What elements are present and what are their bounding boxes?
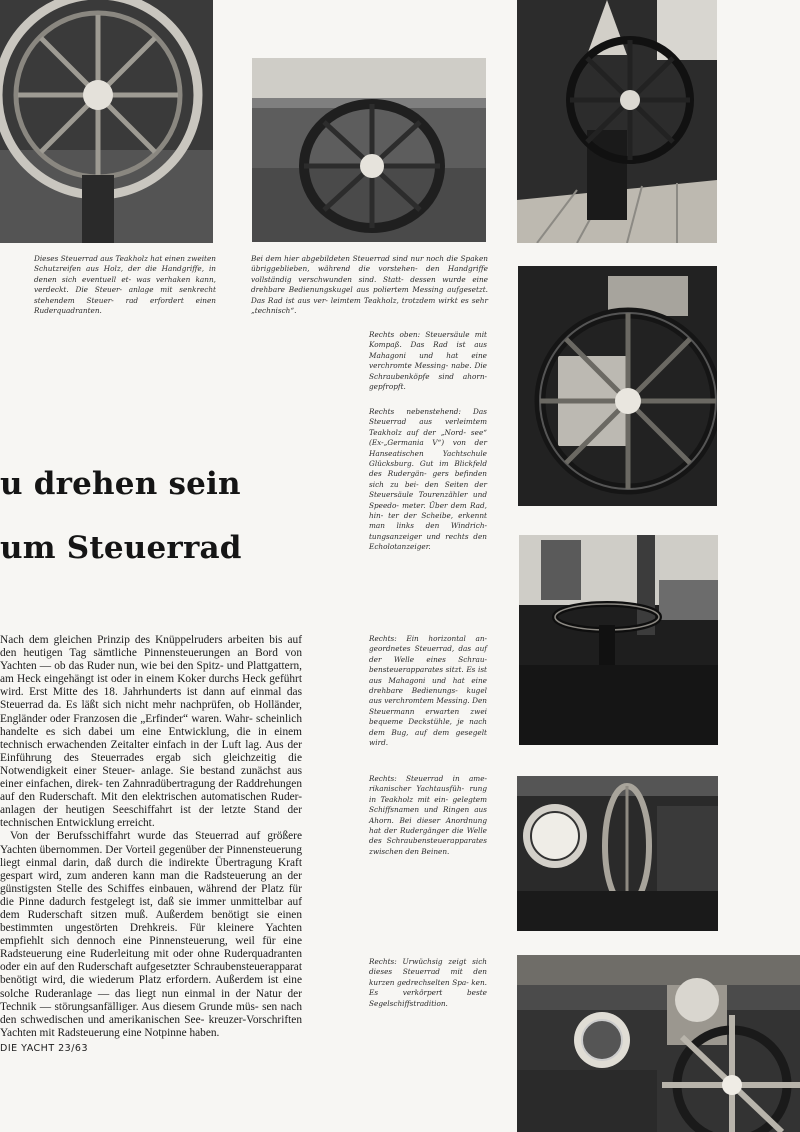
caption-right-beside bbox=[369, 407, 487, 553]
caption-american-wheel-text: Rechts: Steuerrad in ame- rikanischer Yachtausfüh- rung in Teakholz mit ein- gelegtem Schiffsnamen und Ringen aus Ahorn. Bei dieser Anordnung hat der Rudergänger die Welle des Schraubensteuerapparates zwischen den Beinen. bbox=[369, 774, 487, 856]
caption-photo2 bbox=[251, 254, 488, 316]
article-body bbox=[0, 634, 302, 1040]
caption-photo2-text: Bei dem hier abgebildeten Steuerrad sind nur noch die Spaken übriggeblieben, während die vorstehen- den Handgriffe vollständig verschwunden sind. Statt- dessen wurde eine drehbare Bedienungskugel aus poliertem Messing aufgesetzt. Das Rad ist aus ver- leimtem Teakholz, trotzdem wirkt es sehr „technisch“. bbox=[251, 254, 488, 316]
caption-photo1 bbox=[34, 254, 216, 316]
caption-right-top-text: Rechts oben: Steuersäule mit Kompaß. Das Rad ist aus Mahagoni und hat eine verchromte Messing- nabe. Die Schraubenköpfe sind ahorn-gepfropft. bbox=[369, 330, 487, 392]
caption-right-top bbox=[369, 330, 487, 392]
caption-photo1-text: Dieses Steuerrad aus Teakholz hat einen zweiten Schutzreifen aus Holz, der die Handgriffe, in denen sich eventuell et- was verhaken kann, verdeckt. Die Steuer- anlage mit senkrecht stehendem Steuer- rad erfordert einen Ruderquadranten. bbox=[34, 254, 216, 316]
caption-horizontal-wheel bbox=[369, 634, 487, 748]
photo-horizontal-wheel bbox=[519, 535, 718, 745]
photo-teak-wheel-spokes bbox=[252, 58, 486, 242]
caption-horizontal-wheel-text: Rechts: Ein horizontal an- geordnetes Steuerrad, das auf der Welle eines Schrau- bensteuerapparates sitzt. Es ist aus Mahagoni und hat eine drehbare Bedienungs- kugel aus verchromtem Messing. Den Steuermann erwarten zwei bequeme Deckstühle, je nach dem Bug, auf dem gesegelt wird. bbox=[369, 634, 487, 748]
caption-american-wheel bbox=[369, 774, 487, 857]
photo-nordsee-steering-wheel bbox=[518, 266, 717, 506]
photo-steering-column-compass bbox=[517, 0, 717, 243]
photo-american-teak-wheel bbox=[517, 776, 718, 931]
article-paragraph-1: Nach dem gleichen Prinzip des Knüppelruders arbeiten bis auf den heutigen Tag sämtliche Pinnensteuerungen an Bord von Yachten — ob das Ruder nun, wie bei den Spitz- und Plattgattern, am Heck eingehängt ist oder in einem Koker durchs Heck geführt wird. Erst Mitte des 18. Jahrhunderts ist dann auf einmal das Steuerrad da. Es läßt sich nicht mehr nachprüfen, ob Holländer, Engländer oder Franzosen die „Erfinder“ waren. Wahr- scheinlich handelte es sich dabei um eine Entwicklung, die in einem technisch erwachenden Zeitalter einfach in der Luft lag. Aus der Einführung des Steuerrades ergab sich gleichzeitig die Notwendigkeit einer Steuer- anlage. Sie bestand zunächst aus einer einfachen, direk- ten Zahnradübertragung der Raddrehungen auf den Ruderschaft. Mit den elektrischen automatischen Ruder- anlagen der heutigen Seeschiffahrt ist der letzte Stand der technischen Entwicklung erreicht. bbox=[0, 634, 302, 830]
headline-line-1: u drehen sein bbox=[0, 466, 241, 502]
caption-traditional-wheel-text: Rechts: Urwüchsig zeigt sich dieses Steuerrad mit den kurzen gedrechselten Spa- ken. Es verkörpert beste Segelschiffstradition. bbox=[369, 957, 487, 1008]
article-paragraph-2: Von der Berufsschiffahrt wurde das Steuerrad auf größere Yachten übernommen. Der Vorteil gegenüber der Pinnensteuerung liegt einmal darin, daß durch die indirekte Übertragung Kraft gespart wird, zum anderen kann man die Radsteuerung an der günstigsten Stelle des Schiffes einbauen, während der Platz für die Pinne dadurch festgelegt ist, daß sie immer unmittelbar auf dem Ruderschaft sitzen muß. Außerdem benötigt sie einen bestimmten ungestörten Drehkreis. Für kleinere Yachten empfiehlt sich dennoch eine Pinnensteuerung, weil für eine Radsteuerung eine Ruderleitung mit oder ohne Ruderquadranten oder ein auf den Ruderschaft aufgesetzter Schraubensteuerapparat benötigt wird, die wiederum Platz erfordern. Außerdem ist eine solche Ruderanlage — das liegt nun einmal in der Natur der Technik — störungsanfälliger. Aus diesem Grunde müs- sen nach den schwedischen und amerikanischen See- kreuzer-Vorschriften Yachten mit Radsteuerung eine Notpinne haben. bbox=[0, 830, 302, 1039]
caption-traditional-wheel bbox=[369, 957, 487, 1009]
headline-line-2: um Steuerrad bbox=[0, 530, 242, 566]
photo-traditional-wheel bbox=[517, 955, 800, 1132]
photo-teak-wheel-guard-ring bbox=[0, 0, 213, 243]
page-footer: DIE YACHT 23/63 bbox=[0, 1043, 89, 1054]
caption-right-beside-text: Rechts nebenstehend: Das Steuerrad aus verleimtem Teakholz auf der „Nord- see“ (Ex-„Germania V“) von der Hanseatischen Yachtschule Glücksburg. Gut im Blickfeld des Rudergän- gers befinden sich zu bei- den Seiten der Steuersäule Tourenzähler und Speedo- meter. Über dem Rad, hin- ter der Scheibe, erkennt man links den Windrich- tungsanzeiger und rechts den Echolotanzeiger. bbox=[369, 407, 487, 552]
